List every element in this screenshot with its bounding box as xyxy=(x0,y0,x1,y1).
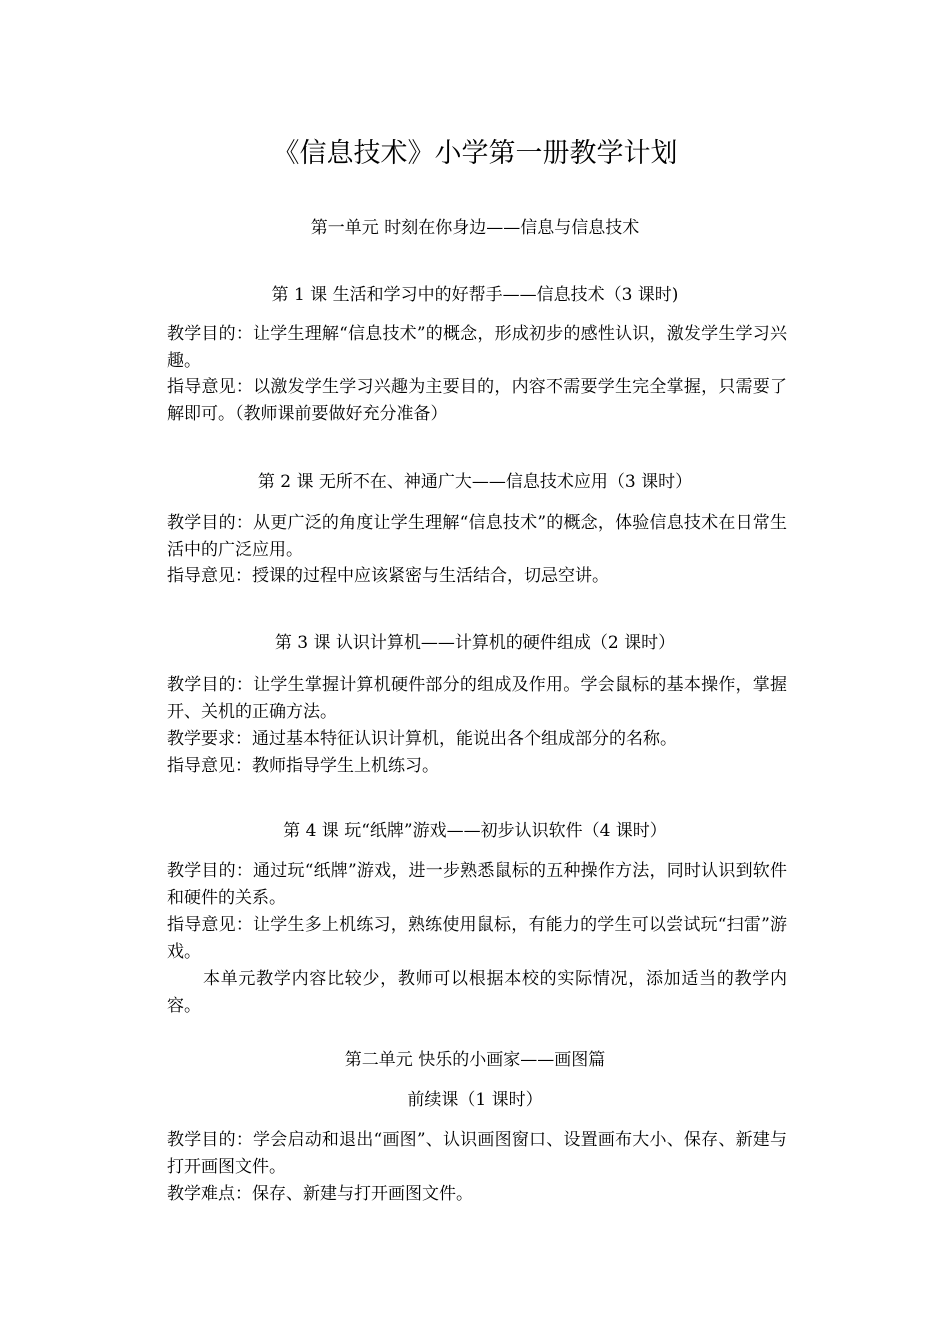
lesson4-guidance: 指导意见：让学生多上机练习，熟练使用鼠标，有能力的学生可以尝试玩“扫雷”游戏。 xyxy=(167,915,787,962)
lesson4-objective: 教学目的：通过玩“纸牌”游戏，进一步熟悉鼠标的五种操作方法，同时认识到软件和硬件的关系。 xyxy=(167,861,787,908)
lesson2-heading: 第 2 课 无所不在、神通广大——信息技术应用（3 课时） xyxy=(257,472,693,492)
unit2-difficulty: 教学难点：保存、新建与打开画图文件。 xyxy=(167,1184,473,1204)
lesson3-guidance: 指导意见：教师指导学生上机练习。 xyxy=(167,756,439,776)
lesson3-objective: 教学目的：让学生掌握计算机硬件部分的组成及作用。学会鼠标的基本操作，掌握开、关机的正确方法。 xyxy=(167,675,787,722)
unit1-note: 本单元教学内容比较少，教师可以根据本校的实际情况，添加适当的教学内容。 xyxy=(167,969,787,1016)
unit2-lesson-heading: 前续课（1 课时） xyxy=(407,1090,543,1110)
lesson3-heading: 第 3 课 认识计算机——计算机的硬件组成（2 课时） xyxy=(274,633,676,653)
lesson2-guidance: 指导意见：授课的过程中应该紧密与生活结合，切忌空讲。 xyxy=(167,566,609,586)
unit2-heading: 第二单元 快乐的小画家——画图篇 xyxy=(344,1050,606,1070)
lesson1-guidance: 指导意见：以激发学生学习兴趣为主要目的，内容不需要学生完全掌握，只需要了解即可。（教师课前要做好充分准备） xyxy=(167,377,787,424)
lesson4-heading: 第 4 课 玩“纸牌”游戏——初步认识软件（4 课时） xyxy=(283,821,667,841)
unit2-objective: 教学目的：学会启动和退出“画图”、认识画图窗口、设置画布大小、保存、新建与打开画图文件。 xyxy=(167,1130,787,1177)
lesson2-objective: 教学目的：从更广泛的角度让学生理解“信息技术”的概念，体验信息技术在日常生活中的广泛应用。 xyxy=(167,513,787,560)
lesson1-heading: 第 1 课 生活和学习中的好帮手——信息技术（3 课时) xyxy=(271,285,679,305)
lesson3-requirement: 教学要求：通过基本特征认识计算机，能说出各个组成部分的名称。 xyxy=(167,729,677,749)
unit1-heading: 第一单元 时刻在你身边——信息与信息技术 xyxy=(310,218,640,238)
lesson1-objective: 教学目的：让学生理解“信息技术”的概念，形成初步的感性认识，激发学生学习兴趣。 xyxy=(167,324,787,371)
document-title: 《信息技术》小学第一册教学计划 xyxy=(272,138,678,169)
